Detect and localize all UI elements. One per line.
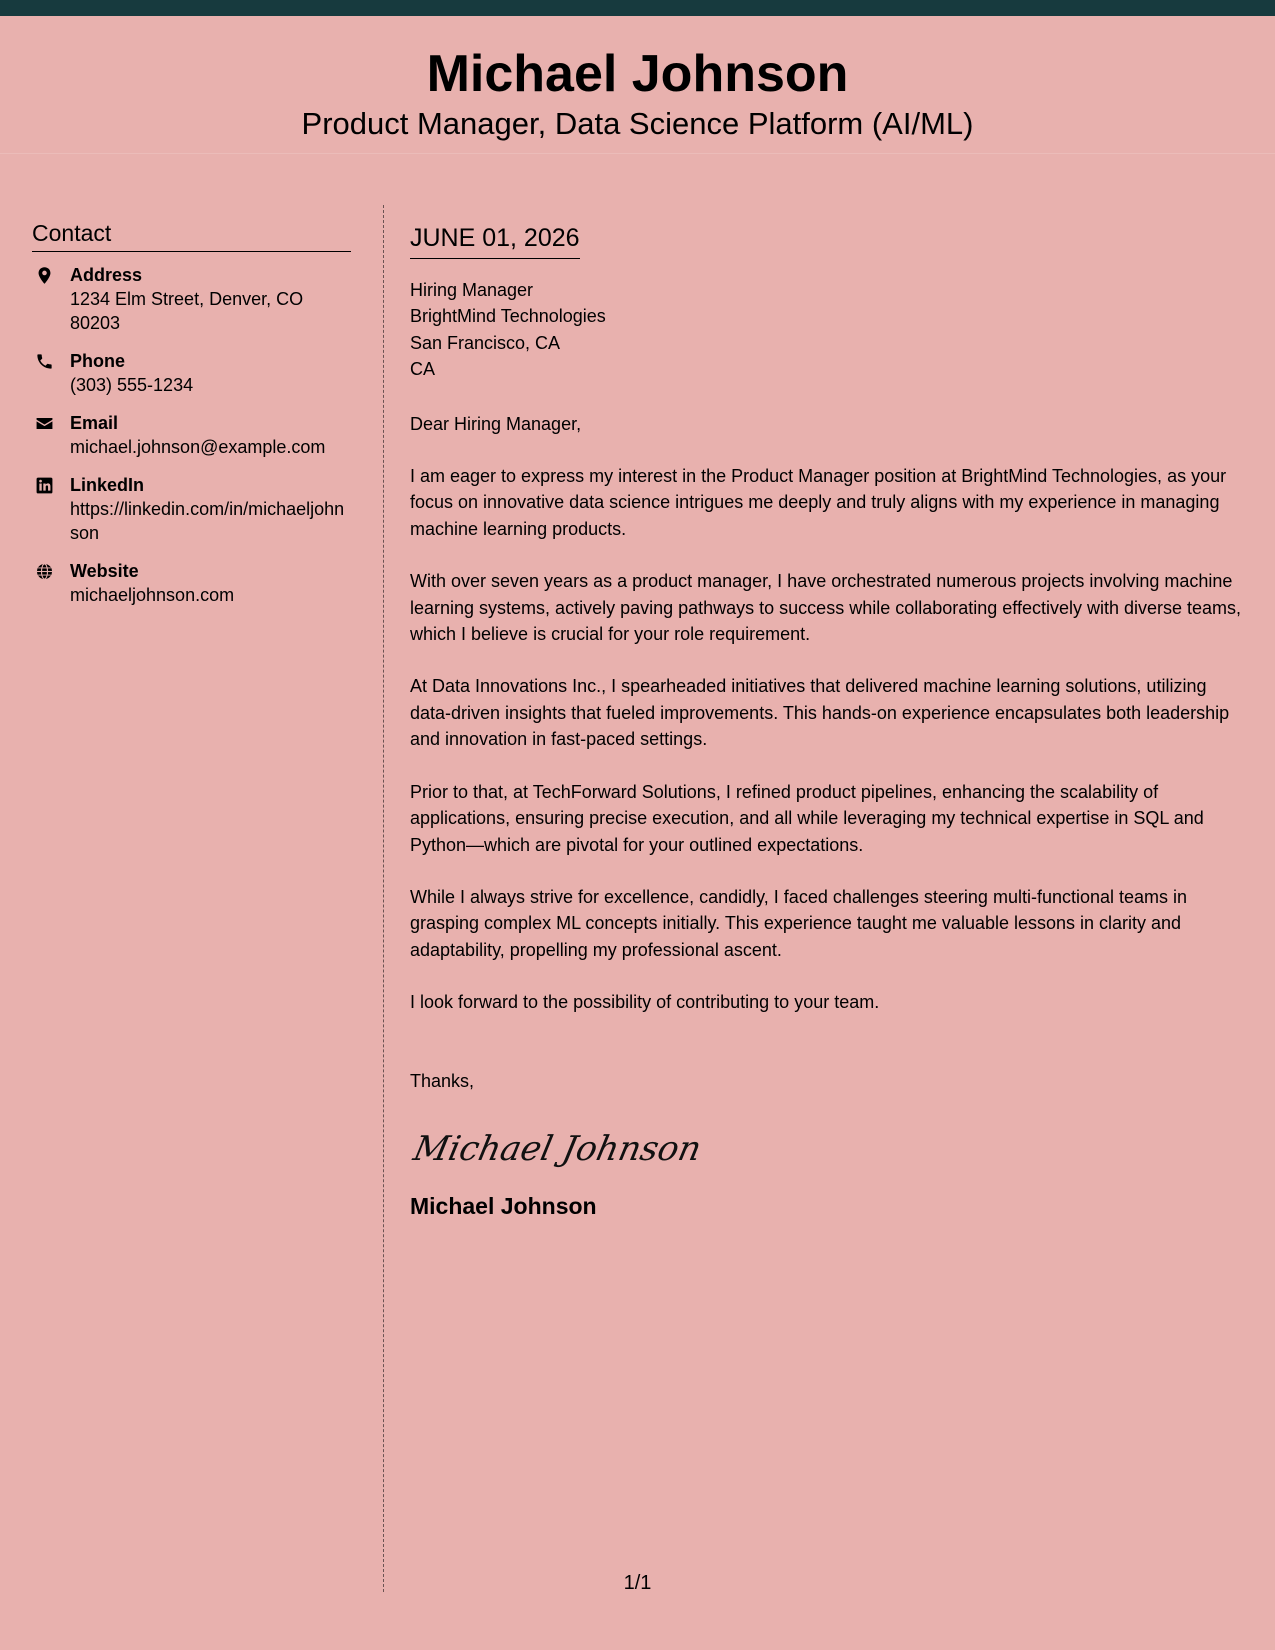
letter-body	[410, 222, 1250, 1220]
recipient-line: BrightMind Technologies	[410, 306, 606, 327]
contact-label-website: Website	[70, 561, 139, 581]
contact-item-website	[32, 559, 351, 607]
contact-value-website[interactable]: michaeljohnson.com	[70, 585, 235, 605]
contact-list	[32, 263, 351, 607]
recipient-block	[410, 277, 1250, 383]
linkedin-icon	[32, 473, 70, 545]
envelope-icon	[32, 411, 70, 459]
contact-item-phone	[32, 349, 351, 397]
page-number: 1/1	[623, 1572, 652, 1594]
handwritten-signature	[410, 1122, 705, 1174]
top-accent-bar	[0, 0, 1275, 16]
globe-icon	[32, 559, 70, 607]
contact-section-title: Contact	[32, 218, 351, 252]
letter-header	[0, 16, 1275, 154]
letter-paragraph: At Data Innovations Inc., I spearheaded initiatives that delivered machine learning solutions, utilizing data-driven insights that fueled improvements. This hands-on experience encapsulates both leadership and innovation in fast-paced settings.	[410, 676, 1230, 750]
phone-icon	[32, 349, 70, 397]
letter-paragraph: I look forward to the possibility of contributing to your team.	[410, 992, 880, 1013]
contact-value-address: 1234 Elm Street, Denver, CO 80203	[70, 289, 304, 333]
contact-value-phone: (303) 555-1234	[70, 375, 194, 395]
contact-label-phone: Phone	[70, 351, 126, 371]
contact-item-address	[32, 263, 351, 335]
letter-paragraph: Prior to that, at TechForward Solutions, I refined product pipelines, enhancing the scalability of applications, ensuring precise execution, and all while leveraging my technical expertise in SQL and Python—which are pivotal for your outlined expectations.	[410, 781, 1204, 855]
contact-sidebar	[32, 218, 351, 621]
contact-item-email	[32, 411, 351, 459]
letter-paragraph: With over seven years as a product manager, I have orchestrated numerous projects involving machine learning systems, actively paving pathways to success while collaborating effectively with diverse teams, which I believe is crucial for your role requirement.	[410, 571, 1242, 645]
column-divider	[383, 205, 384, 1592]
recipient-line: Hiring Manager	[410, 280, 534, 300]
contact-item-linkedin	[32, 473, 351, 545]
letter-greeting: Dear Hiring Manager,	[410, 413, 582, 434]
letter-closing: Thanks,	[410, 1070, 475, 1091]
recipient-line: San Francisco, CA	[410, 332, 561, 353]
signature-text: Michael Johnson	[410, 1128, 705, 1169]
contact-label-linkedin: LinkedIn	[70, 475, 145, 495]
signed-name: Michael Johnson	[410, 1192, 597, 1219]
letter-date: JUNE 01, 2026	[410, 222, 580, 259]
map-pin-icon	[32, 263, 70, 335]
contact-value-linkedin[interactable]: https://linkedin.com/in/michaeljohnson	[70, 499, 345, 543]
contact-value-email[interactable]: michael.johnson@example.com	[70, 437, 326, 457]
recipient-line: CA	[410, 359, 436, 380]
contact-label-address: Address	[70, 265, 143, 285]
applicant-name: Michael Johnson	[426, 45, 849, 103]
applicant-job-title: Product Manager, Data Science Platform (AI/ML)	[301, 106, 974, 141]
letter-paragraph: While I always strive for excellence, candidly, I faced challenges steering multi-functional teams in grasping complex ML concepts initially. This experience taught me valuable lessons in clarity and adaptability, propelling my professional ascent.	[410, 886, 1188, 960]
contact-label-email: Email	[70, 413, 119, 433]
letter-paragraph: I am eager to express my interest in the Product Manager position at BrightMind Technologies, as your focus on innovative data science intrigues me deeply and truly aligns with my experience in managing machine learning products.	[410, 466, 1227, 539]
